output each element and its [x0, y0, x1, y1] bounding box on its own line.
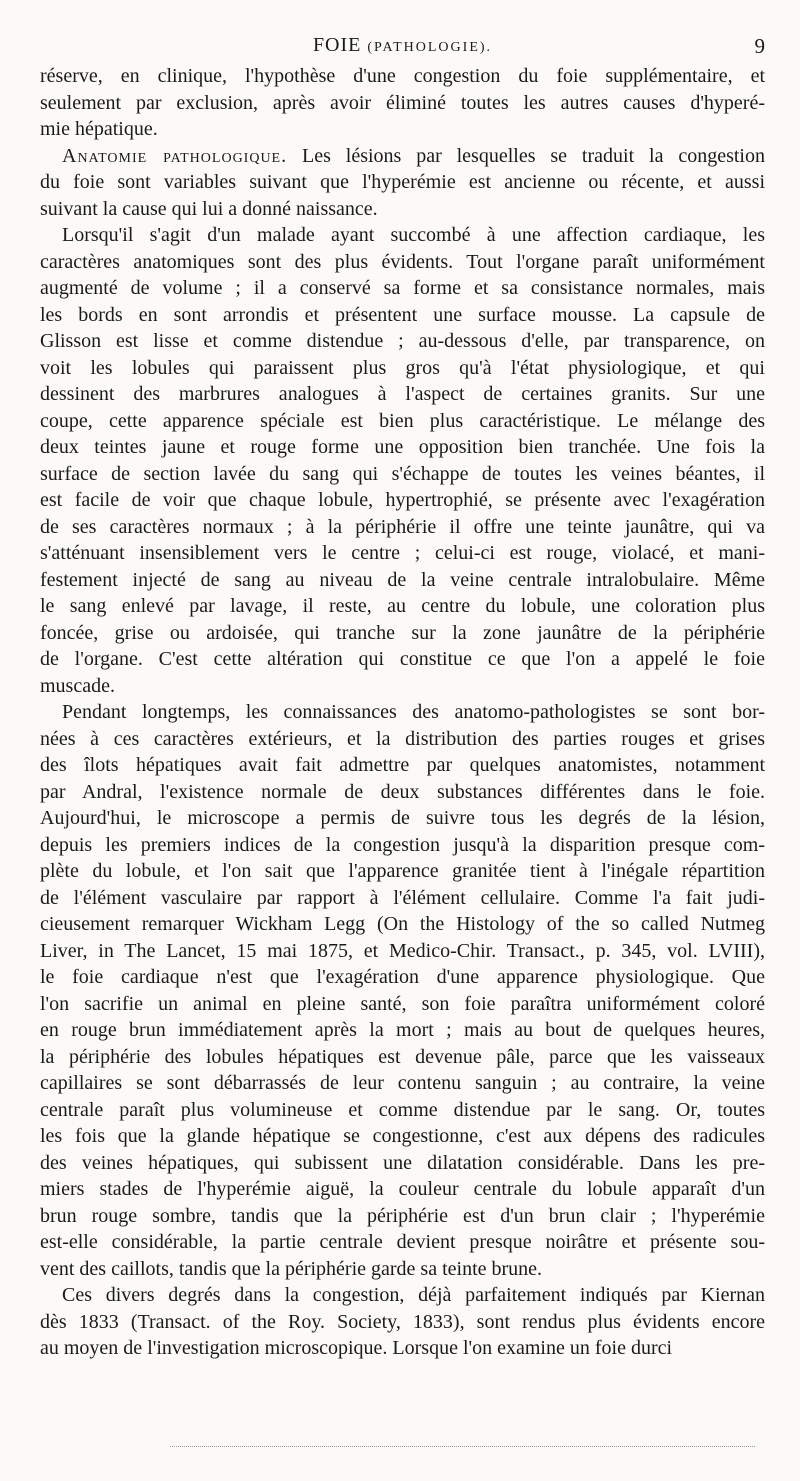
text-line — [40, 832, 765, 859]
text-line — [40, 355, 765, 382]
paragraph — [40, 1282, 765, 1362]
line-text: de l'organe. C'est cette altération qui constitue ce que l'on a appelé le foie — [40, 648, 765, 670]
line-text: miers stades de l'hyperémie aiguë, la couleur centrale du lobule apparaît d'un — [40, 1178, 765, 1200]
text-line — [40, 911, 765, 938]
line-text: des îlots hépatiques avait fait admettre par quelques anatomistes, notamment — [40, 754, 765, 776]
text-line — [40, 646, 765, 673]
page-body — [40, 63, 765, 1362]
line-text: le foie cardiaque n'est que l'exagération d'une apparence physiologique. Que — [40, 966, 765, 988]
text-line — [40, 249, 765, 276]
paragraph — [40, 699, 765, 1282]
line-text: s'atténuant insensiblement vers le centre ; celui-ci est rouge, violacé, et mani- — [40, 542, 765, 564]
line-text: augmenté de volume ; il a conservé sa forme et sa consistance normales, mais — [40, 277, 765, 299]
line-text: depuis les premiers indices de la congestion jusqu'à la disparition presque com- — [40, 833, 765, 856]
line-text: l'on sacrifie un animal en pleine santé, son foie paraîtra uniformément coloré — [40, 992, 765, 1015]
text-line — [40, 1097, 765, 1124]
text-line — [40, 699, 765, 726]
line-text: Liver, in The Lancet, 15 mai 1875, et Medico-Chir. Transact., p. 345, vol. LVIII), — [40, 939, 765, 962]
text-line — [40, 302, 765, 329]
running-title-main: FOIE — [312, 34, 362, 56]
text-line — [40, 381, 765, 408]
running-title — [40, 34, 765, 57]
line-text: de ses caractères normaux ; à la périphérie il offre une teinte jaunâtre, qui va — [40, 515, 765, 538]
text-line — [40, 408, 765, 435]
line-text: suivant la cause qui lui a donné naissance. — [40, 197, 378, 220]
text-line — [40, 1017, 765, 1044]
text-line — [40, 620, 765, 647]
line-text: les bords en sont arrondis et présentent une surface mousse. La capsule de — [40, 303, 765, 326]
line-text: muscade. — [40, 674, 115, 697]
text-line — [40, 1150, 765, 1177]
text-line — [40, 567, 765, 594]
text-line — [40, 222, 765, 249]
line-text: caractères anatomiques sont des plus évidents. Tout l'organe paraît uniformément — [40, 250, 765, 273]
line-text: vent des caillots, tandis que la périphérie garde sa teinte brune. — [40, 1257, 543, 1280]
text-line — [40, 143, 765, 170]
paragraph — [40, 63, 765, 143]
line-text: Les lésions par lesquelles se traduit la congestion — [287, 144, 765, 167]
text-line — [40, 1123, 765, 1150]
text-line — [40, 1229, 765, 1256]
footer-rule — [170, 1446, 755, 1447]
line-text: les fois que la glande hépatique se congestionne, c'est aux dépens des radicules — [40, 1125, 765, 1147]
line-text: Glisson est lisse et comme distendue ; au-dessous d'elle, par transparence, on — [40, 330, 765, 352]
line-text: Pendant longtemps, les connaissances des anatomo-pathologistes se sont bor- — [62, 701, 765, 723]
text-line — [40, 1335, 765, 1362]
text-line — [40, 1203, 765, 1230]
line-text: mie hépatique. — [40, 118, 158, 140]
line-text: des veines hépatiques, qui subissent une dilatation considérable. Dans les pre- — [40, 1151, 765, 1174]
text-line — [40, 1256, 765, 1283]
page-number: 9 — [754, 34, 765, 58]
text-line — [40, 858, 765, 885]
line-text: est-elle considérable, la partie centrale devient presque noirâtre et présente sou- — [40, 1231, 765, 1253]
text-line — [40, 726, 765, 753]
text-line — [40, 434, 765, 461]
paragraph — [40, 222, 765, 699]
line-text: surface de section lavée du sang qui s'échappe de toutes les veines béantes, il — [40, 462, 765, 485]
page-header — [40, 34, 765, 60]
text-line — [40, 514, 765, 541]
line-text: Ces divers degrés dans la congestion, déjà parfaitement indiqués par Kiernan — [62, 1284, 765, 1306]
line-text: deux teintes jaune et rouge forme une opposition bien tranchée. Une fois la — [40, 436, 765, 458]
text-line — [40, 461, 765, 488]
line-text: réserve, en clinique, l'hypothèse d'une congestion du foie supplémentaire, et — [40, 65, 765, 87]
line-text: dès 1833 (Transact. of the Roy. Society, 1833), sont rendus plus évidents encore — [40, 1310, 765, 1333]
text-line — [40, 540, 765, 567]
line-text: cieusement remarquer Wickham Legg (On the Histology of the so called Nutmeg — [40, 913, 765, 935]
text-line — [40, 964, 765, 991]
text-line — [40, 275, 765, 302]
text-line — [40, 1044, 765, 1071]
text-line — [40, 593, 765, 620]
text-line — [40, 63, 765, 90]
text-line — [40, 779, 765, 806]
line-text: Aujourd'hui, le microscope a permis de suivre tous les degrés de la lésion, — [40, 807, 765, 829]
line-text: la périphérie des lobules hépatiques est devenue pâle, parce que les vaisseaux — [40, 1045, 765, 1068]
line-text: seulement par exclusion, après avoir éliminé toutes les autres causes d'hyperé- — [40, 91, 765, 114]
line-text: du foie sont variables suivant que l'hyperémie est ancienne ou récente, et aussi — [40, 171, 765, 193]
text-line — [40, 169, 765, 196]
line-text: festement injecté de sang au niveau de la veine centrale intralobulaire. Même — [40, 568, 765, 591]
line-text: capillaires se sont débarrassés de leur contenu sanguin ; au contraire, la veine — [40, 1072, 765, 1094]
text-line — [40, 116, 765, 143]
line-text: le sang enlevé par lavage, il reste, au centre du lobule, une coloration plus — [40, 595, 765, 617]
text-line — [40, 991, 765, 1018]
text-line — [40, 1176, 765, 1203]
text-line — [40, 90, 765, 117]
text-line — [40, 1309, 765, 1336]
line-text: dessinent des marbrures analogues à l'aspect de certaines granits. Sur une — [40, 383, 765, 405]
line-text: Lorsqu'il s'agit d'un malade ayant succombé à une affection cardiaque, les — [62, 224, 765, 246]
text-line — [40, 752, 765, 779]
line-text: nées à ces caractères extérieurs, et la distribution des parties rouges et grises — [40, 727, 765, 750]
text-line — [40, 885, 765, 912]
line-text: foncée, grise ou ardoisée, qui tranche sur la zone jaunâtre de la périphérie — [40, 621, 765, 644]
text-line — [40, 1070, 765, 1097]
line-text: centrale paraît plus volumineuse et comme distendue par le sang. Or, toutes — [40, 1098, 765, 1121]
text-line — [40, 938, 765, 965]
line-text: au moyen de l'investigation microscopique. Lorsque l'on examine un foie durci — [40, 1337, 673, 1359]
text-line — [40, 673, 765, 700]
line-text: de l'élément vasculaire par rapport à l'élément cellulaire. Comme l'a fait judi- — [40, 886, 765, 909]
line-text: est facile de voir que chaque lobule, hypertrophié, se présente avec l'exagération — [40, 489, 765, 511]
text-line — [40, 487, 765, 514]
line-text: en rouge brun immédiatement après la mort ; mais au bout de quelques heures, — [40, 1019, 765, 1041]
paragraph — [40, 143, 765, 223]
text-line — [40, 805, 765, 832]
line-text: par Andral, l'existence normale de deux substances différentes dans le foie. — [40, 780, 765, 803]
section-heading: Anatomie pathologique. — [62, 144, 288, 167]
line-text: coupe, cette apparence spéciale est bien plus caractéristique. Le mélange des — [40, 409, 765, 432]
text-line — [40, 1282, 765, 1309]
line-text: plète du lobule, et l'on sait que l'apparence granitée tient à l'inégale répartition — [40, 860, 765, 882]
text-line — [40, 328, 765, 355]
line-text: brun rouge sombre, tandis que la périphérie est d'un brun clair ; l'hyperémie — [40, 1204, 765, 1227]
text-line — [40, 196, 765, 223]
running-title-subtitle: (PATHOLOGIE). — [367, 40, 493, 55]
line-text: voit les lobules qui paraissent plus gros qu'à l'état physiologique, et qui — [40, 356, 765, 379]
